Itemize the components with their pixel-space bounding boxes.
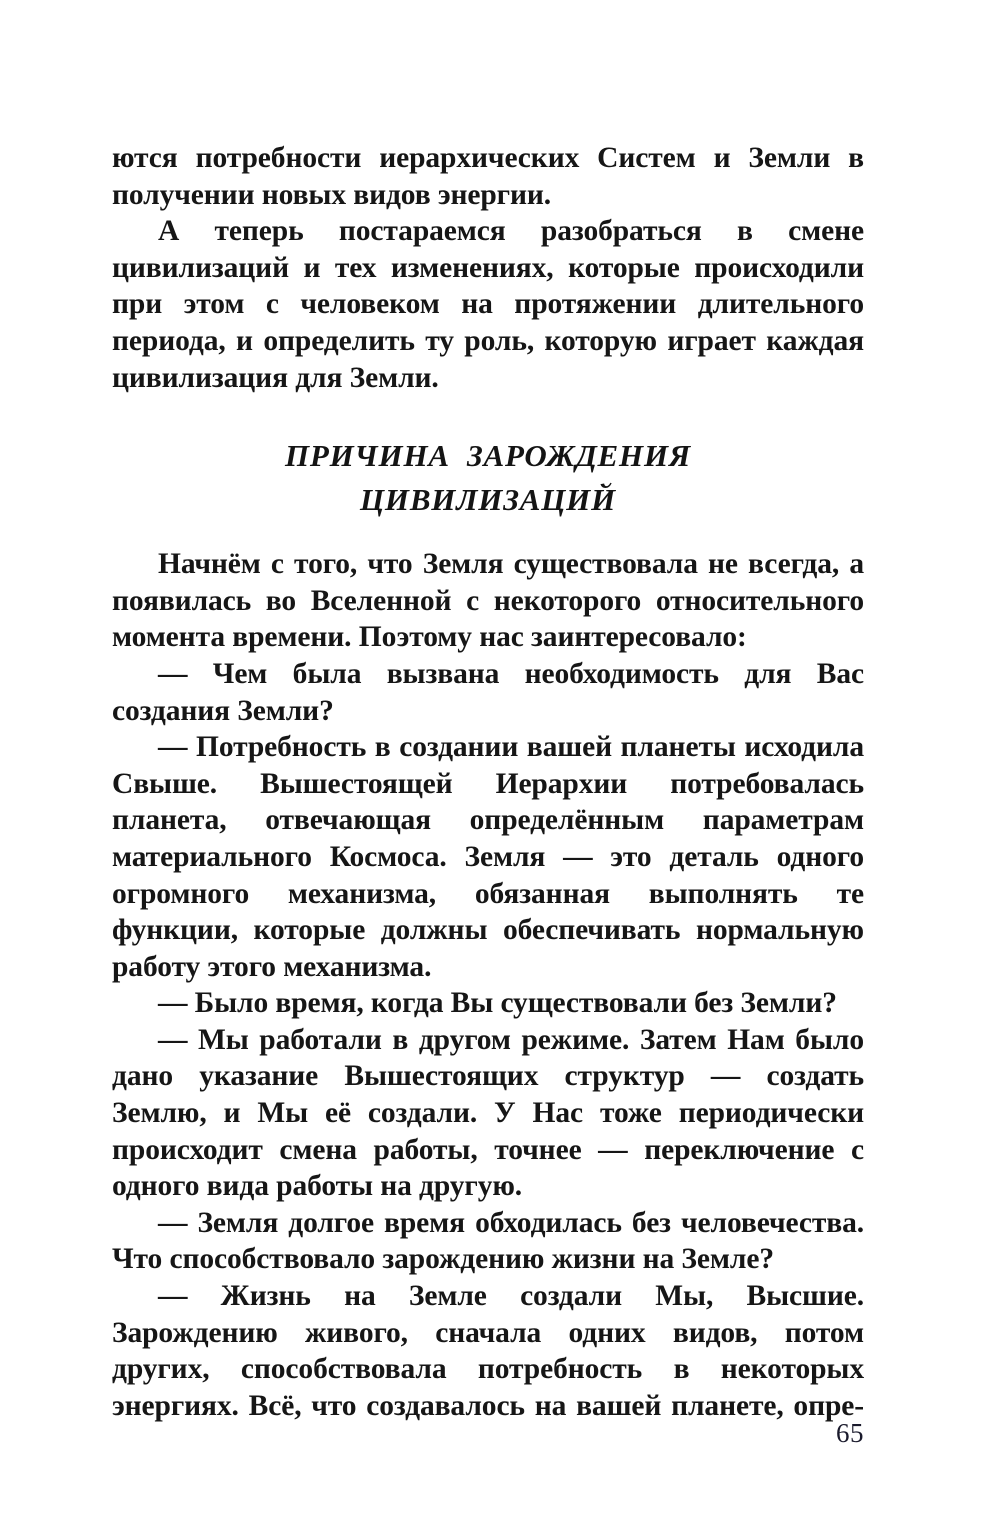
paragraph-answer-1: — Потребность в создании вашей планеты исходила Свыше. Вышестоящей Иерархии потребовалась планета, отвечающая определённым параметрам материального Космоса. Земля — это деталь одного огромного механизма, обязанная выполнять те функции, которые должны обеспечивать нормальную работу этого механизма.: [112, 731, 864, 983]
paragraph-answer-2: — Мы работали в другом режиме. Затем Нам было дано указание Вышестоящих структур — создать Землю, и Мы её создали. У Нас тоже периодически происходит смена работы, точнее — переключение с одного вида работы на другую.: [112, 1023, 864, 1203]
paragraph-intro: Начнём с того, что Земля существовала не всегда, а появилась во Вселенной с некоторого относительного момента времени. Поэтому нас заинтересовало:: [112, 548, 864, 654]
page-number: 65: [836, 1418, 864, 1448]
paragraph-question-1: — Чем была вызвана необходимость для Вас создания Земли?: [112, 657, 864, 727]
section-heading: [112, 396, 864, 546]
paragraph-continuation: ются потребности иерархических Систем и Земли в получении новых видов энергии.: [112, 142, 864, 211]
paragraph-answer-3: — Жизнь на Земле создали Мы, Высшие. Зарождению живого, сначала одних видов, потом других, способствовала потребность в некоторых энергиях. Всё, что создавалось на вашей планете, опре-: [112, 1280, 864, 1422]
section-heading-line-1: ПРИЧИНА ЗАРОЖДЕНИЯ: [284, 438, 692, 474]
paragraph-question-2: — Было время, когда Вы существовали без Земли?: [158, 987, 837, 1020]
paragraph-question-3: — Земля долгое время обходилась без человечества. Что способствовало зарождению жизни на Земле?: [112, 1206, 864, 1276]
section-heading-line-2: ЦИВИЛИЗАЦИЙ: [360, 482, 616, 518]
page-text-block: [112, 140, 864, 1461]
paragraph-transition: А теперь постараемся разобраться в смене цивилизаций и тех изменениях, которые происходили при этом с человеком на протяжении длительного периода, и определить ту роль, которую играет каждая цивилизация для Земли.: [112, 215, 864, 394]
